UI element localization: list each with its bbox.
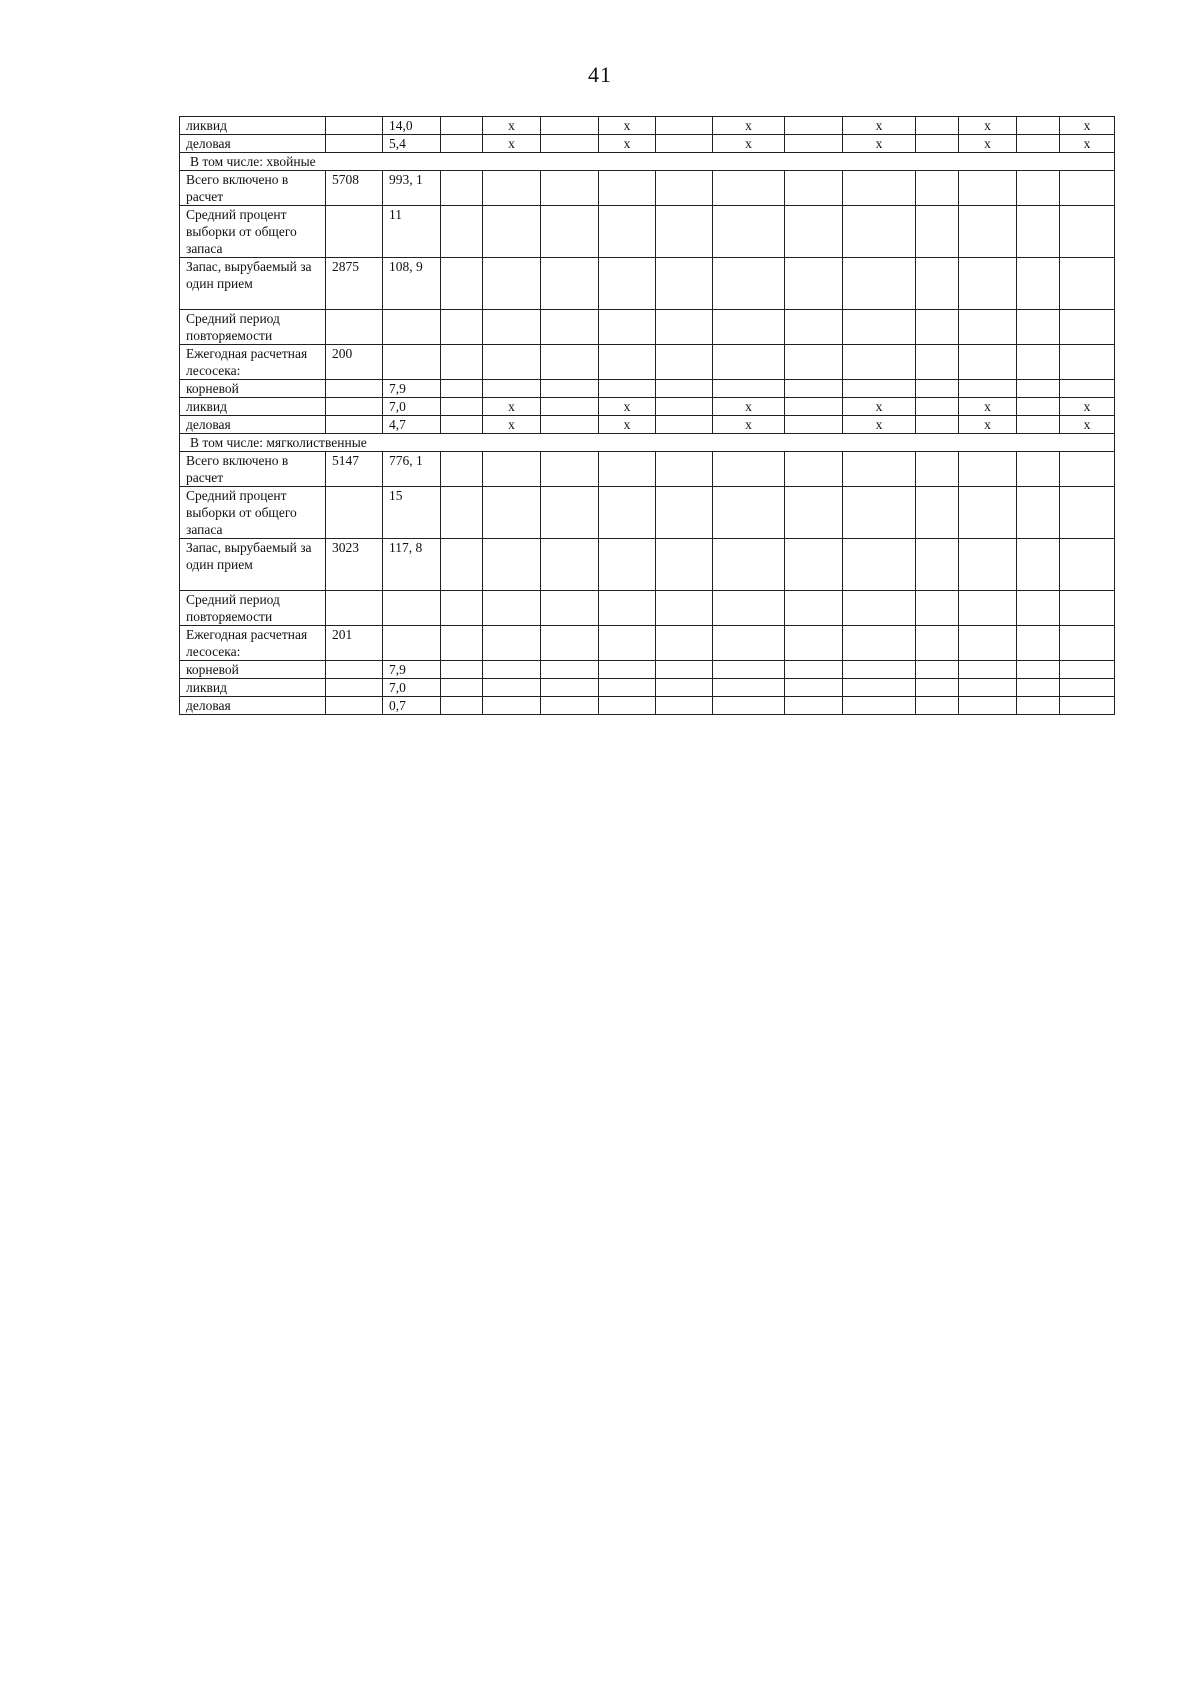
table-row bbox=[180, 117, 1115, 135]
table-cell bbox=[483, 258, 541, 310]
table-cell bbox=[326, 398, 383, 416]
table-cell bbox=[441, 697, 483, 715]
table-cell bbox=[916, 591, 959, 626]
table-cell bbox=[483, 452, 541, 487]
table-cell bbox=[656, 380, 713, 398]
table-cell: 200 bbox=[326, 345, 383, 380]
table-cell bbox=[541, 117, 599, 135]
table-cell bbox=[1017, 416, 1060, 434]
table-body bbox=[180, 117, 1115, 715]
table-cell bbox=[656, 117, 713, 135]
row-label: Ежегодная расчетная лесосека: bbox=[180, 626, 326, 661]
table-cell bbox=[713, 171, 785, 206]
table-cell bbox=[656, 626, 713, 661]
table-cell bbox=[541, 398, 599, 416]
table-cell: x bbox=[599, 135, 656, 153]
table-cell: x bbox=[713, 117, 785, 135]
table-cell: 5,4 bbox=[383, 135, 441, 153]
table-cell bbox=[843, 345, 916, 380]
table-cell bbox=[1017, 171, 1060, 206]
table-row bbox=[180, 661, 1115, 679]
table-row bbox=[180, 135, 1115, 153]
table-cell bbox=[916, 626, 959, 661]
table-cell bbox=[785, 380, 843, 398]
table-cell bbox=[1060, 539, 1115, 591]
table-cell bbox=[785, 452, 843, 487]
table-cell bbox=[916, 206, 959, 258]
table-cell bbox=[541, 380, 599, 398]
table-cell: x bbox=[483, 416, 541, 434]
table-cell bbox=[541, 487, 599, 539]
table-row bbox=[180, 398, 1115, 416]
row-label: Средний процент выборки от общего запаса bbox=[180, 206, 326, 258]
table-cell: 201 bbox=[326, 626, 383, 661]
table-cell bbox=[541, 679, 599, 697]
table-row bbox=[180, 310, 1115, 345]
row-label: Средний период повторяемости bbox=[180, 591, 326, 626]
table-cell: x bbox=[1060, 117, 1115, 135]
table-cell: 15 bbox=[383, 487, 441, 539]
table-cell bbox=[713, 206, 785, 258]
table-cell: x bbox=[959, 117, 1017, 135]
table-cell bbox=[959, 539, 1017, 591]
table-cell: x bbox=[1060, 135, 1115, 153]
table-cell bbox=[1060, 206, 1115, 258]
table-cell bbox=[713, 258, 785, 310]
table-cell bbox=[713, 487, 785, 539]
table-cell bbox=[441, 310, 483, 345]
table-cell bbox=[843, 206, 916, 258]
table-cell bbox=[483, 591, 541, 626]
forest-calculation-table bbox=[179, 116, 1115, 715]
table-cell: x bbox=[1060, 398, 1115, 416]
table-cell bbox=[916, 416, 959, 434]
table-cell bbox=[916, 661, 959, 679]
table-cell: 2875 bbox=[326, 258, 383, 310]
table-cell bbox=[441, 380, 483, 398]
table-cell bbox=[843, 626, 916, 661]
table-cell bbox=[959, 345, 1017, 380]
table-cell bbox=[383, 626, 441, 661]
table-cell: x bbox=[843, 135, 916, 153]
table-cell bbox=[843, 539, 916, 591]
table-cell bbox=[656, 171, 713, 206]
table-cell: 117, 8 bbox=[383, 539, 441, 591]
table-cell bbox=[656, 345, 713, 380]
table-cell bbox=[1060, 591, 1115, 626]
table-cell bbox=[843, 452, 916, 487]
table-row bbox=[180, 591, 1115, 626]
table-cell bbox=[483, 679, 541, 697]
table-cell bbox=[1060, 452, 1115, 487]
table-cell: 108, 9 bbox=[383, 258, 441, 310]
table-cell bbox=[1017, 539, 1060, 591]
table-cell bbox=[843, 679, 916, 697]
table-cell bbox=[1060, 487, 1115, 539]
row-label: ликвид bbox=[180, 398, 326, 416]
row-label: ликвид bbox=[180, 679, 326, 697]
table-cell bbox=[713, 380, 785, 398]
table-cell bbox=[383, 591, 441, 626]
table-cell bbox=[441, 398, 483, 416]
table-cell bbox=[599, 661, 656, 679]
table-cell: x bbox=[1060, 416, 1115, 434]
table-row bbox=[180, 452, 1115, 487]
table-cell bbox=[483, 310, 541, 345]
table-cell: 7,0 bbox=[383, 679, 441, 697]
table-cell bbox=[599, 258, 656, 310]
table-cell bbox=[441, 206, 483, 258]
table-cell bbox=[656, 135, 713, 153]
table-cell: x bbox=[483, 117, 541, 135]
table-cell: 4,7 bbox=[383, 416, 441, 434]
table-cell bbox=[843, 697, 916, 715]
table-cell: 5708 bbox=[326, 171, 383, 206]
table-cell bbox=[326, 679, 383, 697]
table-row bbox=[180, 487, 1115, 539]
table-cell bbox=[383, 310, 441, 345]
table-cell bbox=[1060, 345, 1115, 380]
table-cell bbox=[916, 539, 959, 591]
table-cell bbox=[599, 697, 656, 715]
table-cell bbox=[599, 345, 656, 380]
table-cell bbox=[959, 380, 1017, 398]
table-cell bbox=[441, 679, 483, 697]
table-cell bbox=[441, 345, 483, 380]
table-cell bbox=[843, 661, 916, 679]
table-cell bbox=[656, 661, 713, 679]
table-cell: x bbox=[959, 398, 1017, 416]
table-cell bbox=[1060, 380, 1115, 398]
table-cell bbox=[656, 697, 713, 715]
table-cell bbox=[483, 206, 541, 258]
table-cell: x bbox=[713, 398, 785, 416]
table-cell bbox=[541, 626, 599, 661]
table-cell bbox=[483, 171, 541, 206]
table-cell bbox=[843, 258, 916, 310]
table-cell bbox=[713, 661, 785, 679]
table-cell bbox=[441, 416, 483, 434]
table-cell bbox=[483, 539, 541, 591]
row-label: Запас, вырубаемый за один прием bbox=[180, 258, 326, 310]
table-cell bbox=[785, 258, 843, 310]
table-cell bbox=[541, 661, 599, 679]
table-cell bbox=[843, 310, 916, 345]
row-label: Средний период повторяемости bbox=[180, 310, 326, 345]
section-label: В том числе: хвойные bbox=[180, 153, 1115, 171]
table-cell bbox=[656, 206, 713, 258]
table-cell bbox=[656, 679, 713, 697]
table-cell bbox=[441, 626, 483, 661]
table-cell bbox=[1060, 626, 1115, 661]
table-cell bbox=[916, 117, 959, 135]
table-cell bbox=[843, 380, 916, 398]
table-cell: 993, 1 bbox=[383, 171, 441, 206]
table-cell bbox=[541, 206, 599, 258]
row-label: Запас, вырубаемый за один прием bbox=[180, 539, 326, 591]
table-cell bbox=[785, 117, 843, 135]
table-cell bbox=[326, 135, 383, 153]
table-cell: 776, 1 bbox=[383, 452, 441, 487]
table-cell bbox=[541, 258, 599, 310]
table-cell bbox=[713, 697, 785, 715]
table-cell: 0,7 bbox=[383, 697, 441, 715]
section-row bbox=[180, 153, 1115, 171]
row-label: деловая bbox=[180, 416, 326, 434]
table-cell bbox=[326, 380, 383, 398]
table-cell bbox=[541, 345, 599, 380]
table-cell bbox=[785, 416, 843, 434]
table-cell bbox=[656, 310, 713, 345]
table-cell bbox=[843, 487, 916, 539]
table-cell bbox=[656, 452, 713, 487]
table-cell bbox=[326, 416, 383, 434]
table-cell bbox=[713, 679, 785, 697]
table-cell bbox=[1017, 626, 1060, 661]
table-cell bbox=[713, 591, 785, 626]
table-cell bbox=[441, 591, 483, 626]
table-cell: 5147 bbox=[326, 452, 383, 487]
table-cell bbox=[959, 679, 1017, 697]
table-cell bbox=[441, 661, 483, 679]
table-cell bbox=[916, 380, 959, 398]
table-cell bbox=[959, 310, 1017, 345]
table-cell bbox=[1017, 345, 1060, 380]
table-cell bbox=[1060, 697, 1115, 715]
table-cell: x bbox=[599, 398, 656, 416]
section-label: В том числе: мягколиственные bbox=[180, 434, 1115, 452]
table-cell bbox=[785, 206, 843, 258]
table-cell bbox=[1060, 310, 1115, 345]
table-cell bbox=[383, 345, 441, 380]
section-row bbox=[180, 434, 1115, 452]
table-cell bbox=[541, 135, 599, 153]
table-row bbox=[180, 416, 1115, 434]
table-cell bbox=[785, 171, 843, 206]
table-cell bbox=[785, 697, 843, 715]
table-cell: x bbox=[959, 135, 1017, 153]
table-cell bbox=[843, 591, 916, 626]
table-cell: x bbox=[599, 117, 656, 135]
table-cell bbox=[959, 591, 1017, 626]
table-row bbox=[180, 626, 1115, 661]
table-cell bbox=[326, 697, 383, 715]
table-cell: 3023 bbox=[326, 539, 383, 591]
table-cell bbox=[483, 661, 541, 679]
table-cell bbox=[916, 398, 959, 416]
table-cell bbox=[785, 487, 843, 539]
row-label: корневой bbox=[180, 661, 326, 679]
table-cell: x bbox=[959, 416, 1017, 434]
table-cell bbox=[959, 206, 1017, 258]
table-cell bbox=[843, 171, 916, 206]
table-cell bbox=[326, 206, 383, 258]
table-cell bbox=[713, 626, 785, 661]
row-label: Средний процент выборки от общего запаса bbox=[180, 487, 326, 539]
table-cell bbox=[441, 539, 483, 591]
table-cell bbox=[656, 539, 713, 591]
table-cell bbox=[916, 135, 959, 153]
table-cell bbox=[713, 310, 785, 345]
table-cell bbox=[959, 697, 1017, 715]
table-cell bbox=[483, 697, 541, 715]
table-cell bbox=[1017, 591, 1060, 626]
table-cell bbox=[441, 117, 483, 135]
table-cell: 11 bbox=[383, 206, 441, 258]
table-cell: x bbox=[599, 416, 656, 434]
table-cell bbox=[483, 380, 541, 398]
table-cell bbox=[599, 310, 656, 345]
table-cell bbox=[1017, 380, 1060, 398]
table-cell: x bbox=[483, 398, 541, 416]
table-cell bbox=[441, 258, 483, 310]
table-cell bbox=[916, 697, 959, 715]
row-label: ликвид bbox=[180, 117, 326, 135]
table-cell bbox=[326, 310, 383, 345]
row-label: Всего включено в расчет bbox=[180, 452, 326, 487]
table-cell bbox=[656, 487, 713, 539]
table-cell bbox=[1017, 258, 1060, 310]
table-cell bbox=[656, 258, 713, 310]
table-cell bbox=[713, 539, 785, 591]
table-cell bbox=[1017, 206, 1060, 258]
table-cell bbox=[599, 206, 656, 258]
table-cell bbox=[916, 171, 959, 206]
table-cell bbox=[959, 661, 1017, 679]
table-row bbox=[180, 345, 1115, 380]
table-row bbox=[180, 206, 1115, 258]
table-cell bbox=[326, 591, 383, 626]
table-cell bbox=[1017, 398, 1060, 416]
table-row bbox=[180, 539, 1115, 591]
table-cell: x bbox=[713, 416, 785, 434]
table-cell bbox=[916, 310, 959, 345]
table-cell bbox=[959, 171, 1017, 206]
table-cell bbox=[785, 539, 843, 591]
table-cell bbox=[599, 626, 656, 661]
table-cell: x bbox=[843, 416, 916, 434]
table-cell bbox=[959, 487, 1017, 539]
table-cell bbox=[959, 626, 1017, 661]
table-cell bbox=[483, 626, 541, 661]
table-cell bbox=[599, 487, 656, 539]
table-cell bbox=[599, 171, 656, 206]
table-cell bbox=[483, 487, 541, 539]
table-cell bbox=[1060, 258, 1115, 310]
table-cell bbox=[1017, 310, 1060, 345]
table-row bbox=[180, 697, 1115, 715]
table-cell bbox=[785, 679, 843, 697]
table-cell bbox=[599, 679, 656, 697]
row-label: деловая bbox=[180, 697, 326, 715]
table-cell bbox=[599, 380, 656, 398]
table-cell bbox=[541, 539, 599, 591]
table-cell bbox=[1017, 452, 1060, 487]
table-cell bbox=[441, 135, 483, 153]
table-cell bbox=[599, 591, 656, 626]
table-cell: 7,0 bbox=[383, 398, 441, 416]
table-cell bbox=[541, 452, 599, 487]
table-cell bbox=[541, 171, 599, 206]
table-cell bbox=[1060, 679, 1115, 697]
table-cell: x bbox=[843, 117, 916, 135]
table-cell bbox=[656, 591, 713, 626]
table-cell: 7,9 bbox=[383, 661, 441, 679]
table-cell bbox=[1017, 117, 1060, 135]
table-cell bbox=[785, 626, 843, 661]
table-cell bbox=[713, 452, 785, 487]
row-label: Ежегодная расчетная лесосека: bbox=[180, 345, 326, 380]
table-cell bbox=[541, 697, 599, 715]
table-cell bbox=[785, 591, 843, 626]
table-cell bbox=[656, 416, 713, 434]
table-cell bbox=[785, 661, 843, 679]
table-cell bbox=[785, 345, 843, 380]
table-cell: x bbox=[483, 135, 541, 153]
table-row bbox=[180, 679, 1115, 697]
table-cell bbox=[785, 398, 843, 416]
table-cell bbox=[916, 487, 959, 539]
table-cell bbox=[916, 258, 959, 310]
table-cell bbox=[1060, 661, 1115, 679]
table-cell bbox=[1060, 171, 1115, 206]
table-cell bbox=[1017, 679, 1060, 697]
table-cell bbox=[541, 310, 599, 345]
table-cell bbox=[1017, 135, 1060, 153]
table-cell bbox=[541, 591, 599, 626]
table-cell bbox=[483, 345, 541, 380]
table-cell: 7,9 bbox=[383, 380, 441, 398]
table-cell bbox=[441, 171, 483, 206]
table-cell bbox=[916, 345, 959, 380]
row-label: корневой bbox=[180, 380, 326, 398]
table-cell bbox=[1017, 697, 1060, 715]
table-cell bbox=[599, 539, 656, 591]
table-cell bbox=[1017, 661, 1060, 679]
table-row bbox=[180, 258, 1115, 310]
row-label: деловая bbox=[180, 135, 326, 153]
table-cell bbox=[959, 452, 1017, 487]
table-cell bbox=[1017, 487, 1060, 539]
table-cell bbox=[326, 117, 383, 135]
table-cell bbox=[785, 135, 843, 153]
table-cell: x bbox=[843, 398, 916, 416]
table-row bbox=[180, 171, 1115, 206]
table-cell: x bbox=[713, 135, 785, 153]
table-cell bbox=[326, 661, 383, 679]
table-cell bbox=[713, 345, 785, 380]
table-cell: 14,0 bbox=[383, 117, 441, 135]
row-label: Всего включено в расчет bbox=[180, 171, 326, 206]
page-number: 41 bbox=[588, 62, 612, 87]
table-cell bbox=[785, 310, 843, 345]
table-cell bbox=[326, 487, 383, 539]
table-cell bbox=[441, 487, 483, 539]
table-cell bbox=[656, 398, 713, 416]
table-cell bbox=[441, 452, 483, 487]
table-cell bbox=[959, 258, 1017, 310]
table-cell bbox=[916, 452, 959, 487]
table-cell bbox=[916, 679, 959, 697]
table-cell bbox=[599, 452, 656, 487]
table-cell bbox=[541, 416, 599, 434]
table-row bbox=[180, 380, 1115, 398]
